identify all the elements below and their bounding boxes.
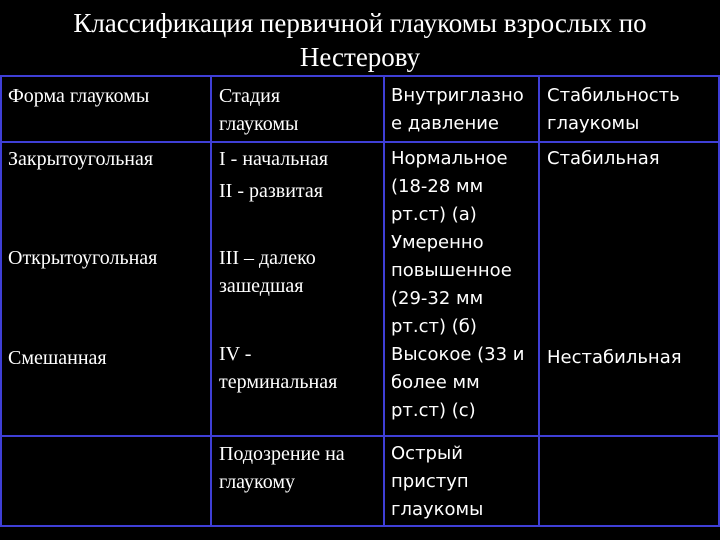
table-border-top [0,75,720,77]
form-closed-angle-text: Закрытоугольная [8,148,154,170]
header-stage-line-1: Стадия [219,85,281,107]
pressure-moderate-line-4: рт.ст) (б) [391,316,477,337]
stage-suspect-line-1: Подозрение на [219,443,345,465]
form-open-angle [8,244,157,272]
stage-terminal-line-1: IV - [219,343,252,365]
stage-suspect [219,440,345,496]
pressure-moderate-line-3: (29-32 мм [391,288,484,309]
pressure-values [391,145,525,425]
pressure-moderate-line-2: повышенное [391,260,512,281]
pressure-acute-line-1: Острый [391,443,463,464]
stage-terminal-line-2: терминальная [219,371,338,393]
stage-advanced-line-2: зашедшая [219,275,304,297]
pressure-acute-line-2: приступ [391,471,469,492]
stability-stable-text: Стабильная [547,148,660,169]
pressure-moderate-line-1: Умеренно [391,232,484,253]
header-pressure-line-2: е давление [391,113,499,134]
stability-stable [547,145,660,173]
title-line-1: Классификация первичной глаукомы взрослых по [73,8,647,38]
stability-unstable [547,344,682,372]
stage-suspect-line-2: глаукому [219,471,296,493]
form-open-angle-text: Открытоугольная [8,247,158,269]
form-mixed-text: Смешанная [8,347,107,369]
header-pressure [391,82,524,138]
form-closed-angle [8,145,153,173]
stability-unstable-text: Нестабильная [547,347,682,368]
pressure-normal-line-1: Нормальное [391,148,508,169]
header-stage-line-2: глаукомы [219,113,299,135]
stage-advanced-line-1: III – далеко [219,247,316,269]
stage-advanced [219,244,316,300]
stage-initial: I - начальная [219,148,329,170]
title-line-2: Нестерову [299,42,421,72]
pressure-high-line-2: более мм [391,372,480,393]
table-header-divider [0,141,720,143]
header-form [8,82,149,110]
stage-developed: II - развитая [219,180,323,202]
stage-terminal [219,340,337,396]
header-stability-line-2: глаукомы [547,113,640,134]
form-mixed [8,344,107,372]
header-stability [547,82,680,138]
header-form-text: Форма глаукомы [8,85,150,107]
pressure-high-line-3: рт.ст) (с) [391,400,476,421]
pressure-normal-line-3: рт.ст) (a) [391,204,477,225]
header-stability-line-1: Стабильность [547,85,680,106]
pressure-acute [391,440,483,524]
pressure-high-line-1: Высокое (33 и [391,344,525,365]
table-border-bottom [0,525,720,527]
pressure-acute-line-3: глаукомы [391,499,484,520]
pressure-normal-line-2: (18-28 мм [391,176,484,197]
header-stage [219,82,298,138]
header-pressure-line-1: Внутриглазно [391,85,524,106]
stage-initial-developed [219,145,328,205]
table-row-divider [0,435,720,437]
